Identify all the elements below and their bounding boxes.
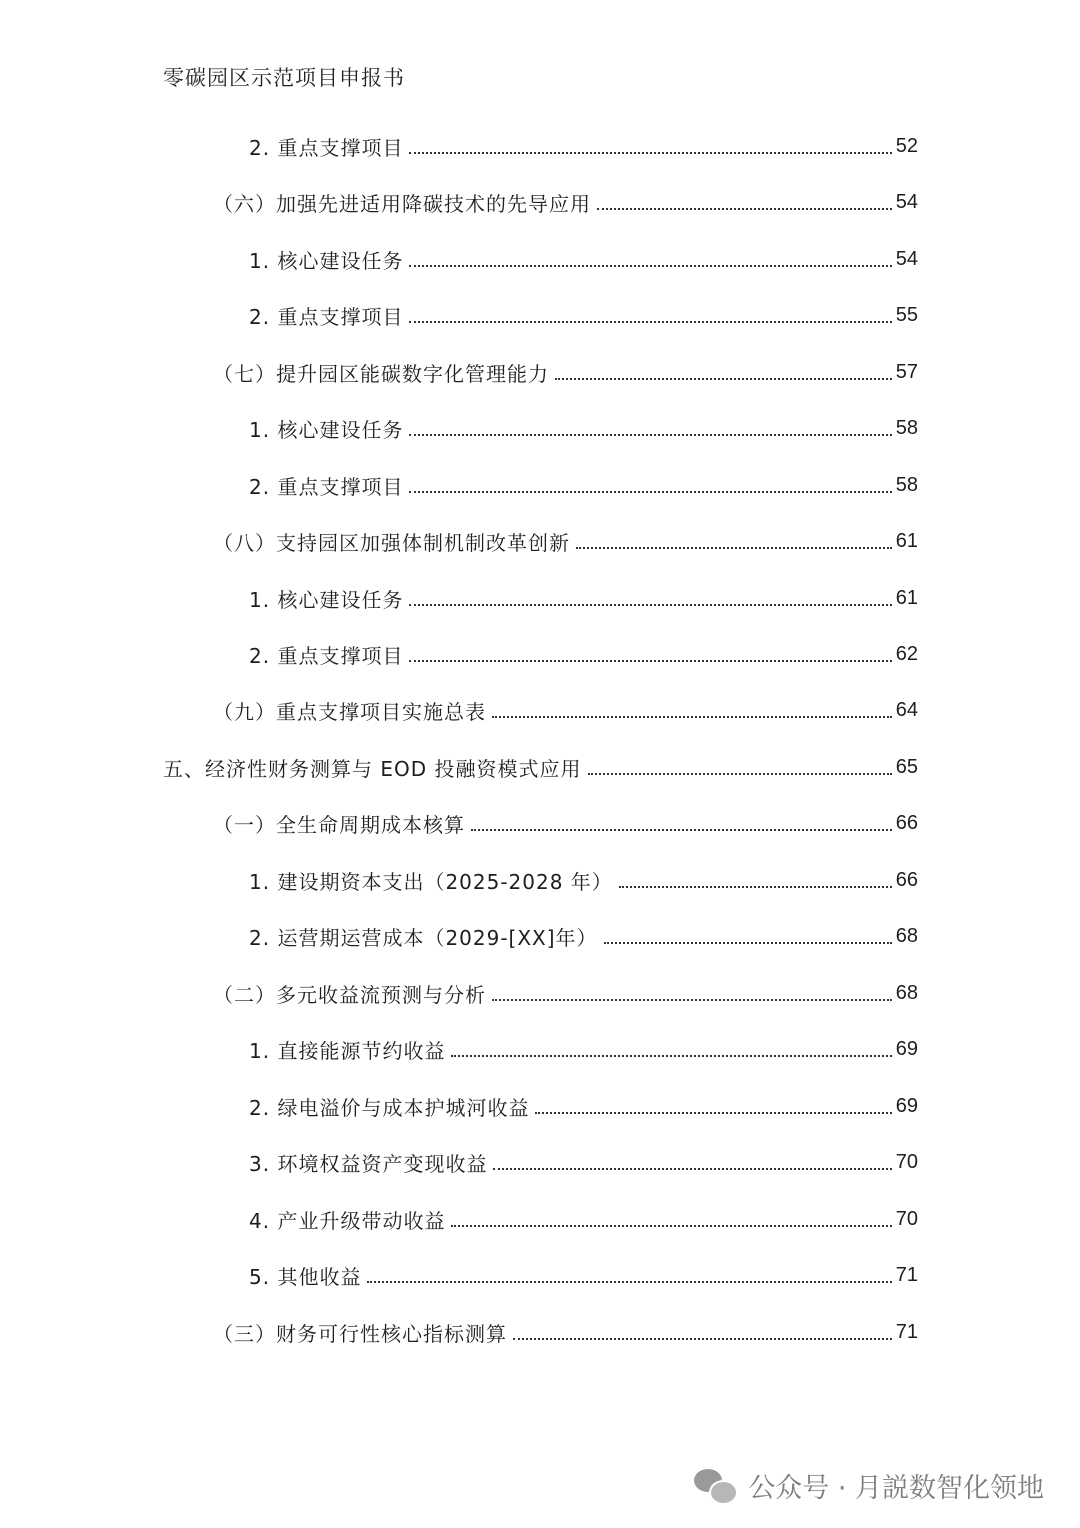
toc-entry-label: （九）重点支撑项目实施总表: [213, 699, 486, 724]
toc-dot-leader: [493, 1168, 891, 1170]
toc-page-number: 57: [895, 360, 918, 383]
toc-entry[interactable]: [163, 752, 918, 782]
toc-dot-leader: [471, 829, 892, 831]
toc-entry[interactable]: [249, 583, 918, 613]
toc-page-number: 58: [895, 473, 918, 496]
toc-entry-label: 3. 环境权益资产变现收益: [249, 1151, 488, 1176]
toc-entry[interactable]: [249, 1204, 918, 1234]
wechat-icon: [694, 1469, 736, 1503]
toc-page-number: 68: [895, 924, 918, 947]
toc-page-number: 70: [895, 1207, 918, 1230]
toc-entry-label: 2. 重点支撑项目: [249, 304, 404, 329]
toc-dot-leader: [409, 152, 891, 154]
toc-entry[interactable]: [249, 1260, 918, 1290]
toc-page-number: 61: [895, 586, 918, 609]
toc-page-number: 54: [895, 247, 918, 270]
document-header-title: 零碳园区示范项目申报书: [163, 66, 405, 90]
toc-entry-label: 4. 产业升级带动收益: [249, 1208, 446, 1233]
toc-entry-label: 2. 重点支撑项目: [249, 474, 404, 499]
toc-dot-leader: [492, 716, 892, 718]
toc-dot-leader: [409, 660, 891, 662]
toc-entry-label: （六）加强先进适用降碳技术的先导应用: [213, 191, 591, 216]
toc-page-number: 64: [895, 698, 918, 721]
toc-dot-leader: [535, 1112, 891, 1114]
toc-page-number: 68: [895, 981, 918, 1004]
toc-dot-leader: [451, 1225, 891, 1227]
toc-dot-leader: [604, 942, 892, 944]
toc-entry[interactable]: [249, 470, 918, 500]
toc-entry[interactable]: [213, 808, 918, 838]
toc-entry[interactable]: [213, 187, 918, 217]
toc-page-number: 71: [895, 1263, 918, 1286]
toc-entry-label: 1. 核心建设任务: [249, 417, 404, 442]
toc-dot-leader: [367, 1281, 891, 1283]
toc-dot-leader: [555, 378, 892, 380]
toc-entry[interactable]: [213, 1317, 918, 1347]
toc-dot-leader: [492, 999, 892, 1001]
toc-entry[interactable]: [213, 526, 918, 556]
toc-entry-label: 1. 核心建设任务: [249, 587, 404, 612]
toc-dot-leader: [409, 491, 891, 493]
toc-dot-leader: [409, 434, 891, 436]
toc-page-number: 69: [895, 1094, 918, 1117]
toc-dot-leader: [619, 886, 892, 888]
toc-page-number: 52: [895, 134, 918, 157]
toc-entry-label: 2. 绿电溢价与成本护城河收益: [249, 1095, 530, 1120]
toc-entry-label: （一）全生命周期成本核算: [213, 812, 465, 837]
toc-entry[interactable]: [249, 244, 918, 274]
toc-entry[interactable]: [249, 865, 918, 895]
toc-entry[interactable]: [249, 1091, 918, 1121]
toc-entry[interactable]: [249, 921, 918, 951]
toc-page-number: 71: [895, 1320, 918, 1343]
watermark-text: 公众号 · 月説数智化领地: [748, 1473, 1044, 1504]
toc-entry[interactable]: [213, 357, 918, 387]
toc-page-number: 65: [895, 755, 918, 778]
toc-dot-leader: [409, 265, 891, 267]
toc-entry-label: 2. 重点支撑项目: [249, 135, 404, 160]
toc-entry-label: 2. 重点支撑项目: [249, 643, 404, 668]
toc-entry-label: 1. 核心建设任务: [249, 248, 404, 273]
toc-entry[interactable]: [249, 1147, 918, 1177]
toc-entry-label: （八）支持园区加强体制机制改革创新: [213, 530, 570, 555]
toc-page-number: 61: [895, 529, 918, 552]
toc-entry[interactable]: [213, 695, 918, 725]
toc-page-number: 58: [895, 416, 918, 439]
toc-page-number: 66: [895, 868, 918, 891]
toc-dot-leader: [597, 208, 892, 210]
toc-page-number: 62: [895, 642, 918, 665]
toc-dot-leader: [588, 773, 892, 775]
toc-entry-label: 1. 建设期资本支出（2025-2028 年）: [249, 869, 613, 894]
toc-dot-leader: [409, 604, 891, 606]
toc-entry-label: 5. 其他收益: [249, 1264, 362, 1289]
toc-entry[interactable]: [249, 131, 918, 161]
toc-entry-label: 2. 运营期运营成本（2029-[XX]年）: [249, 925, 598, 950]
toc-entry-label: （二）多元收益流预测与分析: [213, 982, 486, 1007]
toc-entry-label: 1. 直接能源节约收益: [249, 1038, 446, 1063]
toc-page-number: 54: [895, 190, 918, 213]
toc-page-number: 66: [895, 811, 918, 834]
toc-entry[interactable]: [213, 978, 918, 1008]
toc-page-number: 69: [895, 1037, 918, 1060]
toc-entry[interactable]: [249, 413, 918, 443]
toc-entry[interactable]: [249, 639, 918, 669]
toc-page-number: 70: [895, 1150, 918, 1173]
toc-dot-leader: [513, 1338, 892, 1340]
toc-entry-label: 五、经济性财务测算与 EOD 投融资模式应用: [163, 756, 582, 781]
toc-page-number: 55: [895, 303, 918, 326]
toc-dot-leader: [409, 321, 891, 323]
wechat-watermark: [694, 1466, 1044, 1505]
toc-entry[interactable]: [249, 1034, 918, 1064]
toc-entry[interactable]: [249, 300, 918, 330]
toc-dot-leader: [451, 1055, 891, 1057]
toc-dot-leader: [576, 547, 892, 549]
toc-entry-label: （七）提升园区能碳数字化管理能力: [213, 361, 549, 386]
toc-entry-label: （三）财务可行性核心指标测算: [213, 1321, 507, 1346]
